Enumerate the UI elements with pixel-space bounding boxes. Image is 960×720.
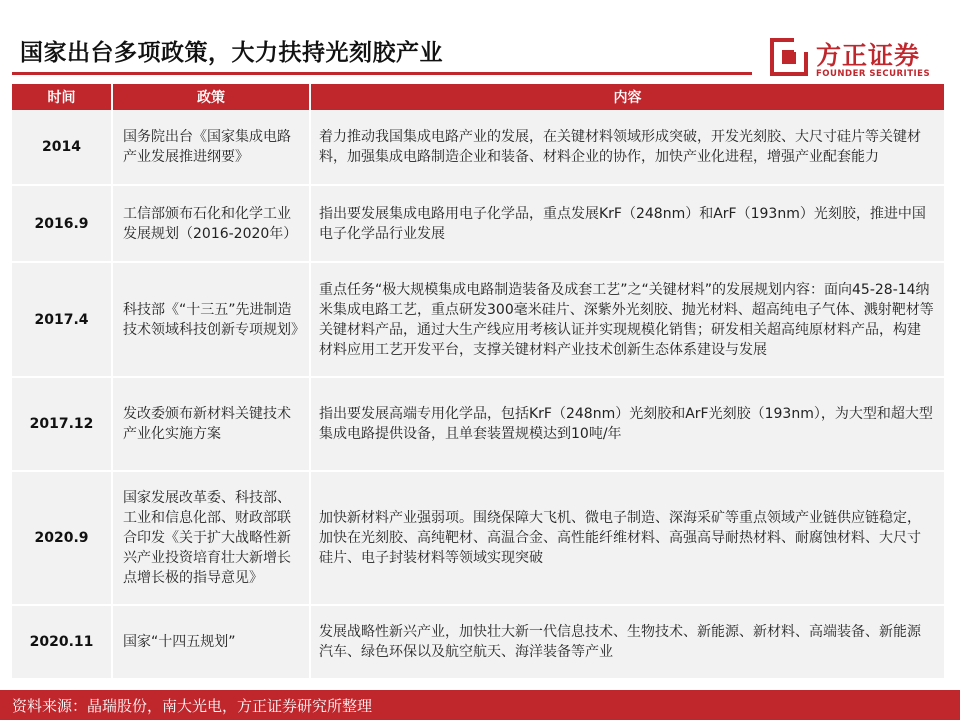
- row-content: 加快新材料产业强弱项。围绕保障大飞机、微电子制造、深海采矿等重点领域产业链供应链稳定，加快在光刻胶、高纯靶材、高温合金、高性能纤维材料、高强高导耐热材料、耐腐蚀材料、大尺寸硅片、电子封装材料等领域实现突破: [310, 471, 944, 605]
- page-title: 国家出台多项政策，大力扶持光刻胶产业: [20, 40, 443, 66]
- row-content: 着力推动我国集成电路产业的发展，在关键材料领域形成突破，开发光刻胶、大尺寸硅片等关键材料，加强集成电路制造企业和装备、材料企业的协作，加快产业化进程，增强产业配套能力: [310, 110, 944, 185]
- table-row: [12, 110, 944, 185]
- row-policy: 工信部颁布石化和化学工业发展规划（2016-2020年）: [112, 185, 310, 262]
- row-content: 指出要发展集成电路用电子化学品，重点发展KrF（248nm）和ArF（193nm）光刻胶，推进中国电子化学品行业发展: [310, 185, 944, 262]
- row-year: 2020.9: [12, 471, 112, 605]
- row-content: 重点任务“极大规模集成电路制造装备及成套工艺”之“关键材料”的发展规划内容：面向45-28-14纳米集成电路工艺，重点研发300毫米硅片、深紫外光刻胶、抛光材料、超高纯电子气体、溅射靶材等关键材料产品，通过大生产线应用考核认证并实现规模化销售；研发相关超高纯原材料产品，构建材料应用工艺开发平台，支撑关键材料产业技术创新生态体系建设与发展: [310, 262, 944, 377]
- policy-table: [12, 84, 944, 680]
- column-header-policy: 政策: [112, 84, 310, 110]
- table-row: [12, 471, 944, 605]
- table-row: [12, 262, 944, 377]
- table-row: [12, 605, 944, 679]
- table-header-row: [12, 84, 944, 110]
- table-row: [12, 185, 944, 262]
- founder-logo-icon: [770, 38, 808, 76]
- row-policy: 国家“十四五规划”: [112, 605, 310, 679]
- row-content: 发展战略性新兴产业，加快壮大新一代信息技术、生物技术、新能源、新材料、高端装备、新能源汽车、绿色环保以及航空航天、海洋装备等产业: [310, 605, 944, 679]
- row-year: 2014: [12, 110, 112, 185]
- row-year: 2016.9: [12, 185, 112, 262]
- row-year: 2020.11: [12, 605, 112, 679]
- row-policy: 国务院出台《国家集成电路产业发展推进纲要》: [112, 110, 310, 185]
- logo-english-name: FOUNDER SECURITIES: [816, 69, 931, 79]
- row-policy: 发改委颁布新材料关键技术产业化实施方案: [112, 377, 310, 471]
- source-note: 资料来源：晶瑞股份，南大光电，方正证券研究所整理: [12, 697, 373, 715]
- table-row: [12, 377, 944, 471]
- column-header-content: 内容: [310, 84, 944, 110]
- column-header-time: 时间: [12, 84, 112, 110]
- logo-chinese-name: 方正证券: [816, 41, 921, 70]
- row-content: 指出要发展高端专用化学品，包括KrF（248nm）光刻胶和ArF光刻胶（193nm），为大型和超大型集成电路提供设备，且单套装置规模达到10吨/年: [310, 377, 944, 471]
- footer-bar: [0, 690, 960, 720]
- title-divider: [12, 72, 752, 75]
- row-policy: 国家发展改革委、科技部、工业和信息化部、财政部联合印发《关于扩大战略性新兴产业投资培育壮大新增长点增长极的指导意见》: [112, 471, 310, 605]
- row-year: 2017.4: [12, 262, 112, 377]
- row-policy: 科技部《“十三五”先进制造技术领域科技创新专项规划》: [112, 262, 310, 377]
- row-year: 2017.12: [12, 377, 112, 471]
- founder-securities-logo: [770, 36, 950, 84]
